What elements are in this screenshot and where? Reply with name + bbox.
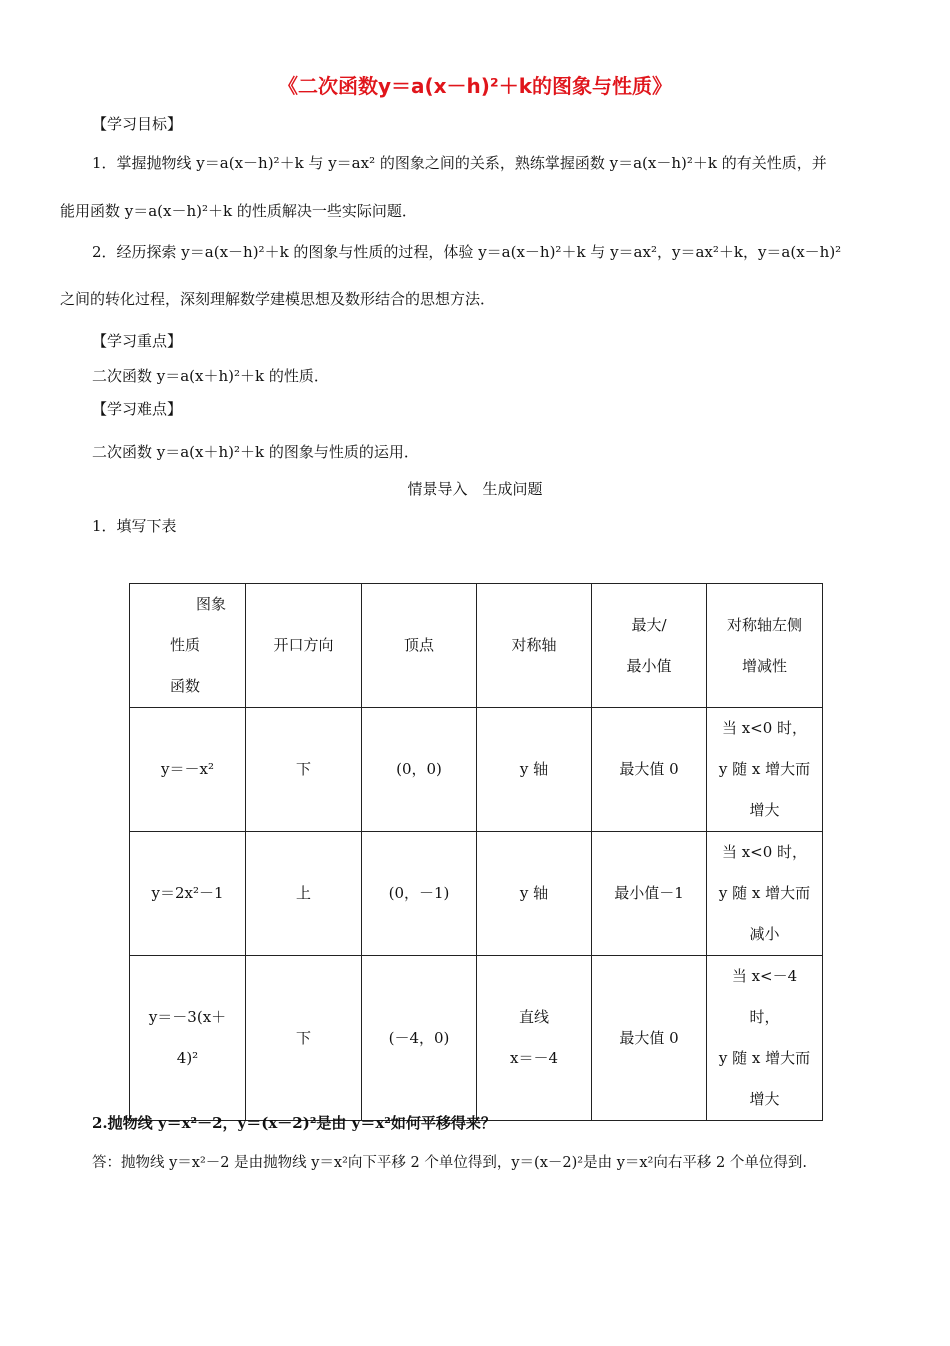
func-line: y＝－3(x＋ (148, 1008, 227, 1026)
cell-vertex: (－4，0) (362, 956, 477, 1121)
header-extreme (592, 584, 707, 708)
corner-label-graph: 图象 (196, 595, 227, 613)
cell-function (130, 956, 246, 1121)
objectives-heading: 【学习目标】 (92, 115, 183, 133)
cell-vertex: (0，－1) (362, 832, 477, 956)
axis-line: 直线 (518, 1008, 549, 1026)
focus-heading: 【学习重点】 (92, 332, 183, 350)
table-row (130, 832, 823, 956)
mono-line: 当 x<0 时， (721, 843, 808, 861)
header-extreme-line-1: 最大/ (631, 615, 667, 634)
objective-1-line-2: 能用函数 y＝a(x－h)²＋k 的性质解决一些实际问题． (60, 202, 417, 220)
objective-2-line-1: 2．经历探索 y＝a(x－h)²＋k 的图象与性质的过程，体验 y＝a(x－h)²＋k 与 y＝ax²，y＝ax²＋k，y＝a(x－h)² (92, 243, 842, 261)
mono-line: y 随 x 增大而 (718, 760, 811, 778)
corner-label-function: 函数 (170, 677, 201, 695)
cell-open: 上 (246, 832, 362, 956)
table-row (130, 708, 823, 832)
cell-open: 下 (246, 708, 362, 832)
mono-line: y 随 x 增大而 (718, 884, 811, 902)
header-monotonicity-line-2: 增减性 (741, 656, 787, 675)
page-title: 《二次函数y＝a(x－h)²＋k的图象与性质》 (277, 74, 672, 98)
difficulty-heading: 【学习难点】 (92, 400, 183, 418)
property-table (129, 583, 823, 1121)
cell-extreme: 最大值 0 (592, 708, 707, 832)
mono-line: 增大 (749, 1090, 780, 1108)
corner-label-property: 性质 (170, 636, 201, 654)
cell-extreme: 最大值 0 (592, 956, 707, 1121)
mono-line: 增大 (749, 801, 780, 819)
objective-2-line-2: 之间的转化过程，深刻理解数学建模思想及数形结合的思想方法． (60, 290, 496, 308)
mono-line: 当 x<0 时， (721, 719, 808, 737)
mono-line: 当 x<－4 (731, 967, 798, 985)
header-axis: 对称轴 (477, 584, 592, 708)
mono-line: 时， (749, 1008, 780, 1026)
mono-line: y 随 x 增大而 (718, 1049, 811, 1067)
cell-axis: y 轴 (477, 832, 592, 956)
header-monotonicity (707, 584, 823, 708)
cell-monotonicity (707, 708, 823, 832)
difficulty-text: 二次函数 y＝a(x＋h)²＋k 的图象与性质的运用． (92, 443, 419, 461)
task-1-label: 1．填写下表 (92, 517, 177, 535)
table-header-row (130, 584, 823, 708)
cell-function: y＝2x²－1 (130, 832, 246, 956)
cell-monotonicity (707, 956, 823, 1121)
focus-text: 二次函数 y＝a(x＋h)²＋k 的性质． (92, 367, 329, 385)
objective-1-line-1: 1．掌握抛物线 y＝a(x－h)²＋k 与 y＝ax² 的图象之间的关系，熟练掌握函数 y＝a(x－h)²＋k 的有关性质，并 (92, 154, 827, 172)
cell-vertex: (0，0) (362, 708, 477, 832)
header-extreme-line-2: 最小值 (626, 656, 672, 675)
func-line: 4)² (176, 1049, 199, 1067)
task-2-question: 2.抛物线 y＝x²－2，y＝(x－2)²是由 y＝x²如何平移得来？ (92, 1114, 496, 1132)
cell-extreme: 最小值－1 (592, 832, 707, 956)
cell-axis: y 轴 (477, 708, 592, 832)
table-corner-cell (130, 584, 246, 708)
cell-axis (477, 956, 592, 1121)
task-2-answer: 答：抛物线 y＝x²－2 是由抛物线 y＝x²向下平移 2 个单位得到，y＝(x－2)²是由 y＝x²向右平移 2 个单位得到. (92, 1155, 807, 1171)
header-opening-direction: 开口方向 (246, 584, 362, 708)
header-monotonicity-line-1: 对称轴左侧 (726, 615, 802, 634)
table-row (130, 956, 823, 1121)
cell-open: 下 (246, 956, 362, 1121)
cell-monotonicity (707, 832, 823, 956)
section-title: 情景导入 生成问题 (407, 480, 543, 498)
cell-function: y＝－x² (130, 708, 246, 832)
mono-line: 减小 (749, 925, 780, 943)
header-vertex: 顶点 (362, 584, 477, 708)
axis-line: x＝－4 (509, 1049, 558, 1067)
